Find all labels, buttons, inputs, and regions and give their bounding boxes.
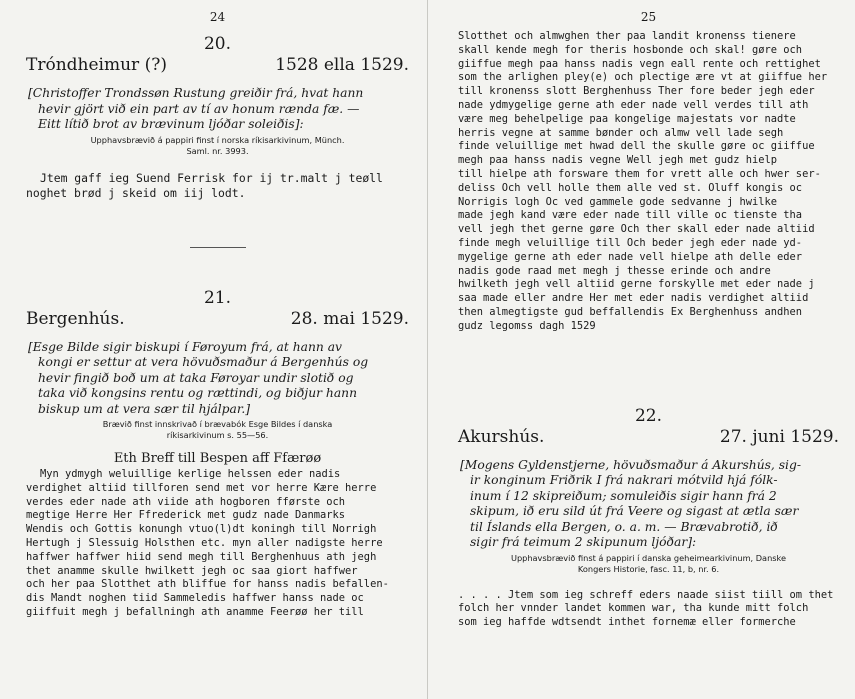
summary-line: sigir frá teimum 2 skipunum ljóðar]: (470, 535, 697, 550)
text-line: Slotthet och almwghen ther paa landit kronenss tienere (458, 30, 796, 42)
text-line: mygelige gerne ath eder nade vell hielpe ath delle eder (458, 250, 803, 263)
summary-line: biskup um at vera sær til hjálpar.] (38, 401, 251, 416)
section-divider (190, 247, 246, 248)
text-line: verdes eder nade ath viide ath hogboren fførste och (26, 495, 346, 508)
text-line: thet anamme skulle hwilkett jegh oc saa giort haffwer (26, 564, 358, 577)
page-number: 25 (640, 10, 657, 24)
text-line: made jegh kand være eder nade till ville oc tienste tha (458, 209, 803, 222)
text-line: megh paa hanss nadis vegne Well jegh met gudz hielp (458, 154, 778, 167)
summary-line: [Mogens Gyldenstjerne, hövuðsmaður á Akurshús, sig- (460, 457, 802, 472)
text-line: Norrigis logh Oc ved gammele gode sedvanne j hwilke (458, 195, 778, 208)
text-line: være meg behelpelige paa kongelige majestats vor nadte (458, 112, 796, 125)
text-line: till hielpe ath forsware them for vrett alle och hwer ser- (458, 167, 821, 180)
entry-header (458, 426, 839, 448)
summary-line: kongi er settur at vera hövuðsmaður á Bergenhús og (38, 355, 369, 369)
text-line: haffwer haffwer hiid send megh till Berghenhuus ath jegh (26, 550, 377, 563)
source-note (26, 135, 409, 157)
entry-text (26, 468, 409, 620)
text-line: till kronenss slott Berghenhuss Ther fore beder jegh eder (458, 85, 815, 98)
entry-summary (26, 340, 409, 418)
right-page (428, 0, 855, 699)
text-line: Jtem gaff ieg Suend Ferrisk for ij tr.malt j teøll (40, 170, 383, 185)
text-line: giiffuit megh j befallningh ath anamme Feerøø her till (26, 605, 364, 618)
summary-line: ir konginum Friðrik I frá nakrari mótvild hjá fólk- (470, 473, 778, 488)
text-line: dis Mandt noghen tiid Sammeledis haffwer hanss nade oc (26, 592, 364, 605)
entry-22 (458, 406, 839, 630)
entry-header (26, 54, 409, 76)
text-line: och her paa Slotthet ath bliffue for hanss nadis befallen- (26, 578, 389, 591)
entry-summary (26, 86, 409, 133)
entry-place: Tróndheimur (?) (26, 55, 167, 75)
entry-header (26, 308, 409, 330)
text-line: Myn ydmygh weluillige kerlige helssen eder nadis (40, 468, 341, 480)
text-line: megtige Herre Her Ffrederick met gudz nade Danmarks (26, 509, 346, 522)
text-line: verdighet altiid tillforen send met vor herre Kære herre (26, 481, 377, 494)
text-line: hwilketh jegh vell altiid gerne forskylle met eder nade j (458, 278, 815, 291)
entry-text (26, 171, 409, 201)
source-note (458, 553, 839, 575)
summary-line: taka við kongsins rentu og rættindi, og biðjur hann (38, 386, 358, 400)
summary-line: hevir gjört við ein part av tí av honum rænda fæ. — (38, 101, 360, 116)
text-line: finde veluillige met hwad dell the skulle gøre oc giiffue (458, 140, 815, 153)
entry-number: 22. (634, 405, 663, 426)
entry-summary (458, 458, 839, 551)
text-line: gudz legomss dagh 1529 (458, 319, 596, 332)
source-line: Upphavsbrævið á pappiri finst í norska ríkisarkivinum, Münch. (90, 134, 345, 145)
text-line: vell jegh thet gerne gøre Och ther skall eder nade altiid (458, 223, 815, 236)
entry-date: 28. mai 1529. (290, 308, 409, 329)
entry-place: Bergenhús. (26, 308, 125, 329)
page-number: 24 (209, 10, 226, 24)
continuation-text (458, 30, 839, 334)
text-line: noghet brød j skeid om iij lodt. (26, 185, 246, 200)
summary-line: til Íslands ella Bergen, o. a. m. — Brævabrotið, ið (470, 519, 778, 534)
text-line: folch her vnnder landet kommen war, tha kunde mitt folch (458, 602, 809, 615)
text-line: nadis gode raad met megh j thesse erinde och andre (458, 264, 771, 277)
entry-number: 21. (203, 287, 232, 308)
letter-heading: Eth Breff till Bespen aff Ffærøø (113, 451, 322, 466)
source-line: Brævið finst innskrivað í brævabók Esge Bildes í danska (102, 419, 333, 429)
text-line: som the arlighen pley(e) och plectige ære vt at giiffue her (458, 71, 828, 84)
text-line: nade ydmygelige gerne ath eder nade vell verdes till ath (458, 98, 809, 111)
summary-line: hevir fingið boð um at taka Føroyar undir slotið og (38, 370, 354, 385)
source-line: Upphavsbrævið finst á pappiri í danska geheimearkivinum, Danske (510, 552, 787, 563)
text-line: skall kende megh for theris hosbonde och skal! gøre och (458, 43, 803, 56)
text-line: Wendis och Gottis konungh vtuo(l)dt koningh till Norrigh (26, 523, 377, 536)
summary-line: skipum, ið eru sild út frá Veere og sigast at ætla sær (470, 504, 799, 519)
entry-text (458, 589, 839, 630)
text-line: som ieg haffde wdtsendt inthet fornemæ eller formerche (458, 616, 796, 629)
entry-20 (26, 34, 409, 201)
entry-date: 27. juni 1529. (719, 426, 839, 447)
source-line: Saml. nr. 3993. (186, 145, 249, 156)
entry-21 (26, 288, 409, 620)
summary-line: [Esge Bilde sigir biskupi í Føroyum frá, at hann av (28, 339, 342, 354)
source-line: Kongers Historie, fasc. 11, b, nr. 6. (577, 563, 720, 574)
summary-line: Eitt lítið brot av brævinum ljóðar soleiðis]: (38, 117, 304, 131)
source-note (26, 419, 409, 441)
entry-date: 1528 ella 1529. (275, 55, 409, 75)
entry-number: 20. (203, 34, 232, 54)
text-line: then almegtigste gud beffallendis Ex Berghenhuss andhen (458, 305, 803, 318)
summary-line: inum í 12 skipreiðum; somuleiðis sigir hann frá 2 (470, 488, 777, 503)
text-line: herris vegne at samme bønder och almw vell lade segh (458, 126, 784, 139)
summary-line: [Christoffer Trondssøn Rustung greiðir frá, hvat hann (28, 86, 364, 100)
text-line: giiffue megh paa hanss nadis vegn eall rente och rettighet (458, 57, 821, 70)
source-line: ríkisarkivinum s. 55—56. (166, 430, 269, 440)
text-line: Hertugh j Slessuig Holsthen etc. myn aller nadigste herre (26, 536, 383, 549)
text-line: deliss Och vell holle them alle ved st. Oluff kongis oc (458, 181, 803, 194)
text-line: saa made eller andre Her met eder nadis verdighet altiid (458, 292, 809, 305)
entry-place: Akurshús. (458, 426, 545, 447)
text-line: finde megh veluillige till Och beder jegh eder nade yd- (458, 236, 803, 249)
text-line: . . . . Jtem som ieg schreff eders naade siist tiill om thet (458, 588, 834, 601)
